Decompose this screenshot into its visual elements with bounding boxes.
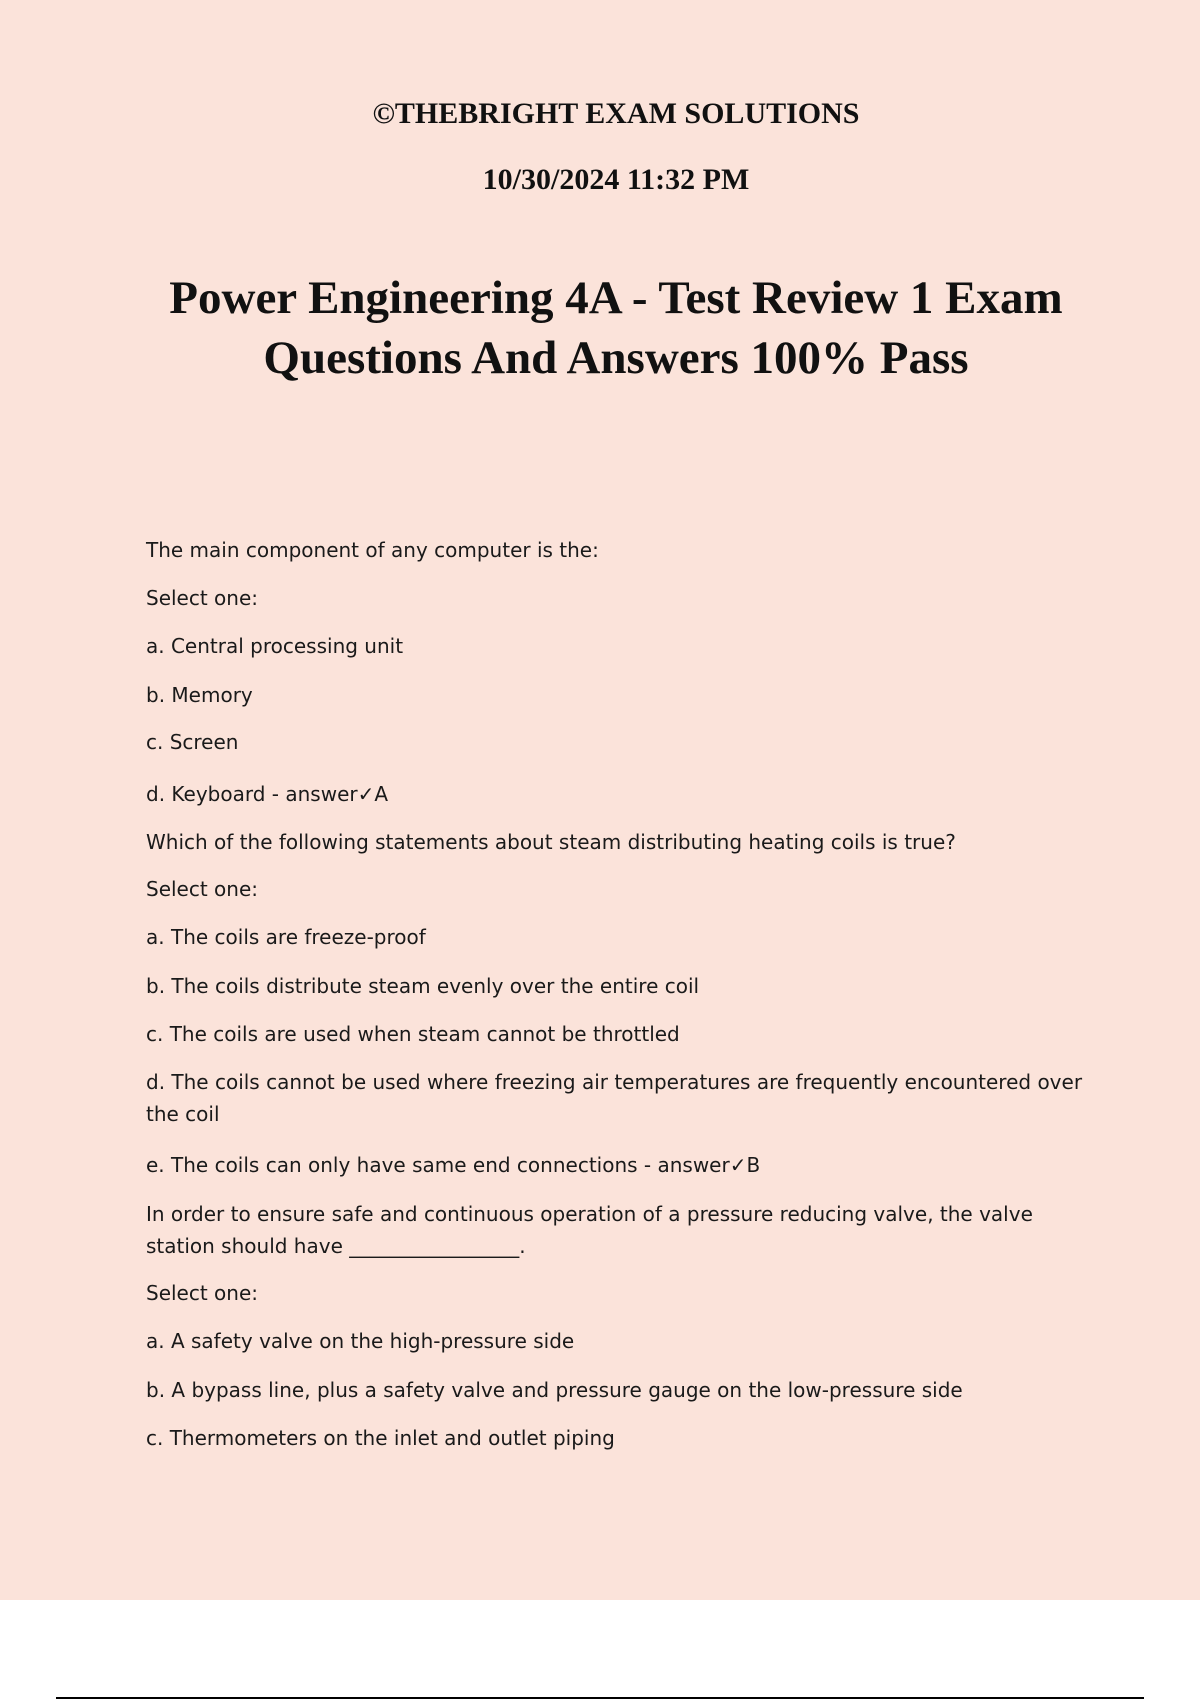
question-3-option-c: c. Thermometers on the inlet and outlet piping xyxy=(146,1426,615,1450)
question-2-option-c: c. The coils are used when steam cannot be throttled xyxy=(146,1022,680,1046)
question-3-select-label: Select one: xyxy=(146,1281,259,1305)
brand-header: ©THEBRIGHT EXAM SOLUTIONS xyxy=(372,97,860,130)
question-3-option-a: a. A safety valve on the high-pressure side xyxy=(146,1329,575,1353)
question-2-option-a: a. The coils are freeze-proof xyxy=(146,925,426,949)
question-1-prompt: The main component of any computer is the: xyxy=(146,538,599,562)
question-1-select-label: Select one: xyxy=(146,586,259,610)
question-2-select-label: Select one: xyxy=(146,877,259,901)
question-3-prompt: In order to ensure safe and continuous operation of a pressure reducing valve, the valve station should have _________________. xyxy=(146,1202,1033,1258)
question-2-option-e: e. The coils can only have same end connections - answer✓B xyxy=(146,1153,761,1177)
question-1-option-a: a. Central processing unit xyxy=(146,634,404,658)
question-1-option-b: b. Memory xyxy=(146,683,253,707)
question-1-option-d: d. Keyboard - answer✓A xyxy=(146,782,389,806)
title-line-1: Power Engineering 4A - Test Review 1 Exam xyxy=(169,272,1063,324)
question-2-option-b: b. The coils distribute steam evenly over the entire coil xyxy=(146,974,700,998)
page-divider xyxy=(56,1697,1144,1699)
document-title xyxy=(100,268,1132,388)
question-1-option-c: c. Screen xyxy=(146,730,239,754)
question-2-prompt: Which of the following statements about steam distributing heating coils is true? xyxy=(146,830,956,854)
question-2-option-d: d. The coils cannot be used where freezing air temperatures are frequently encountered over the coil xyxy=(146,1070,1083,1126)
document-datetime: 10/30/2024 11:32 PM xyxy=(482,163,750,196)
question-3-option-b: b. A bypass line, plus a safety valve and pressure gauge on the low-pressure side xyxy=(146,1378,963,1402)
title-line-2: Questions And Answers 100% Pass xyxy=(263,332,969,384)
